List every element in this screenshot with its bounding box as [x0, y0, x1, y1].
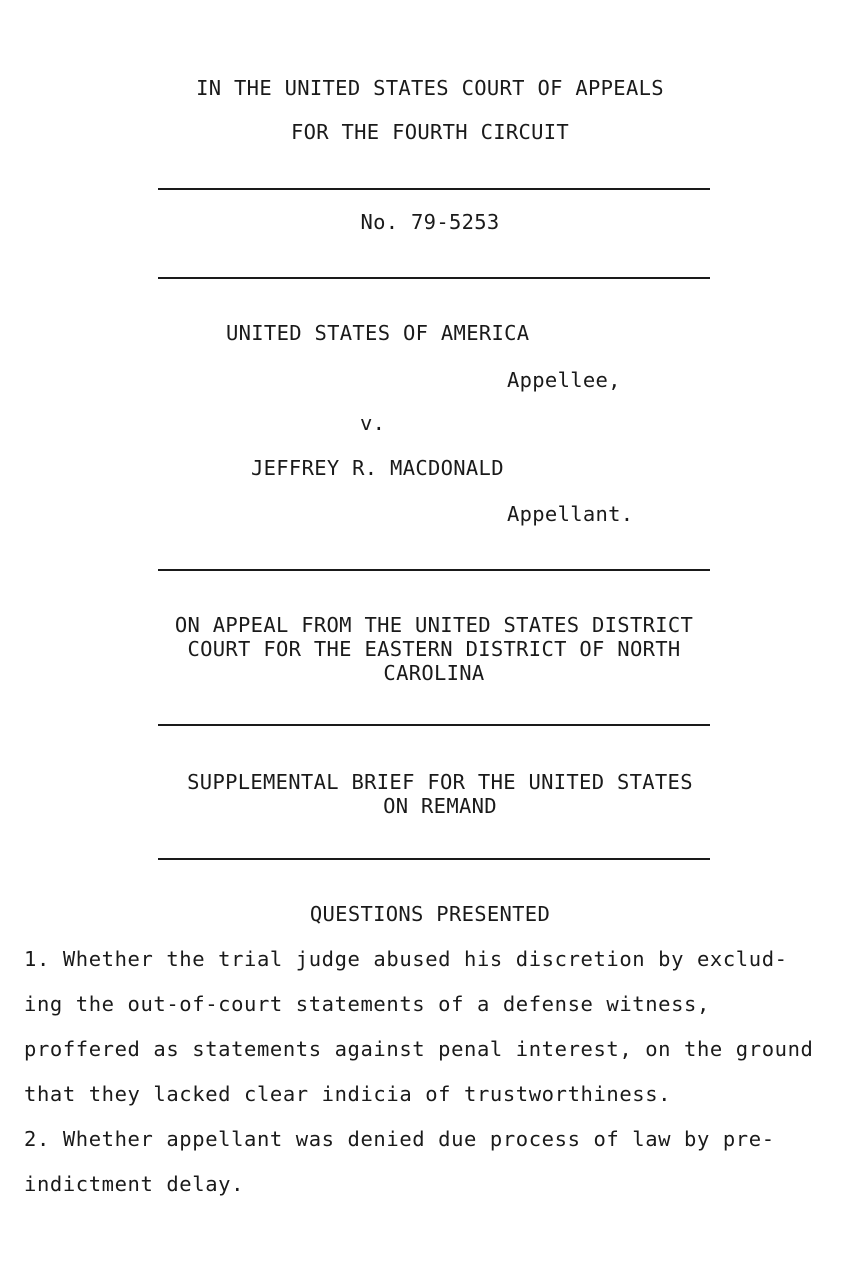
question-item-1: 1. Whether the trial judge abused his discretion by exclud- ing the out-of-court statements of a defense witness, proffered as statements against penal interest, on the ground that they lacked clear indicia of trustworthiness. — [24, 947, 814, 1106]
question-item-2: 2. Whether appellant was denied due process of law by pre- indictment delay. — [24, 1127, 775, 1196]
divider-rule — [158, 277, 710, 279]
appellant-party: JEFFREY R. MACDONALD — [251, 456, 504, 480]
divider-rule — [158, 188, 710, 190]
case-number: No. 79-5253 — [360, 210, 500, 234]
appellee-party: UNITED STATES OF AMERICA — [226, 321, 530, 345]
court-name-line-1: IN THE UNITED STATES COURT OF APPEALS — [196, 76, 664, 100]
appellee-role: Appellee, — [507, 368, 621, 392]
questions-heading: QUESTIONS PRESENTED — [309, 902, 551, 926]
divider-rule — [158, 858, 710, 860]
versus: v. — [360, 411, 386, 435]
brief-title: SUPPLEMENTAL BRIEF FOR THE UNITED STATES ON REMAND — [187, 770, 693, 818]
court-name-line-2: FOR THE FOURTH CIRCUIT — [290, 120, 570, 144]
divider-rule — [158, 724, 710, 726]
appellant-role: Appellant. — [507, 502, 634, 526]
appeal-from-statement: ON APPEAL FROM THE UNITED STATES DISTRICT COURT FOR THE EASTERN DISTRICT OF NORTH CAROLINA — [174, 613, 694, 685]
divider-rule — [158, 569, 710, 571]
